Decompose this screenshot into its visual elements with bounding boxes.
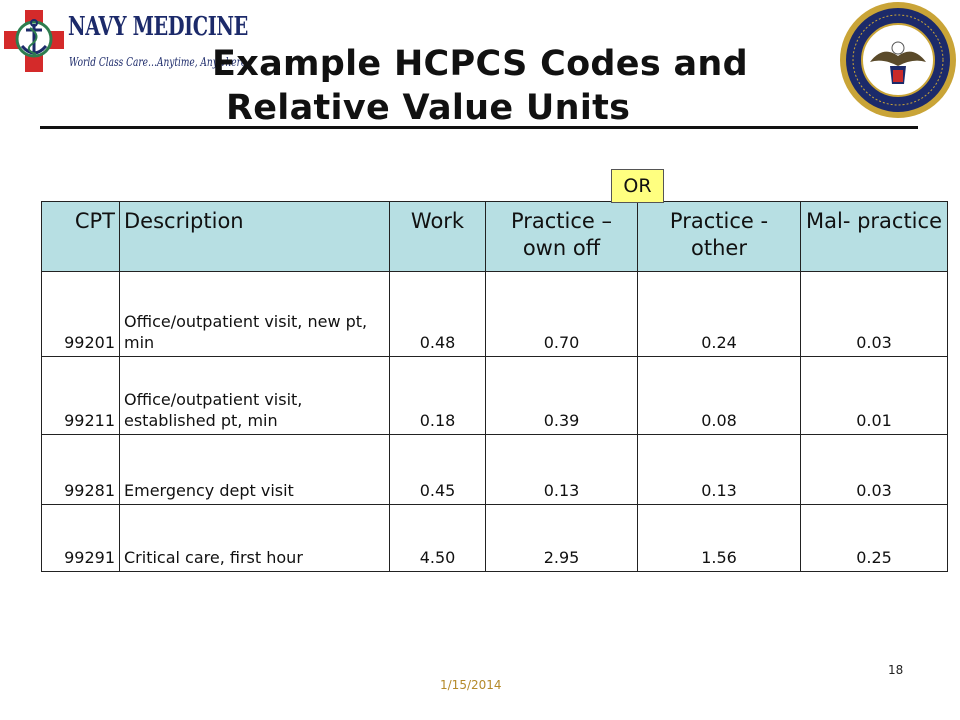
cell-cpt: 99211 <box>42 357 120 435</box>
navy-medicine-logo <box>2 6 248 76</box>
table-row <box>42 357 948 435</box>
logo-tagline: World Class Care…Anytime, Anywhere <box>69 55 247 69</box>
cell-practice-own: 0.39 <box>486 357 638 435</box>
rvu-table <box>41 201 948 572</box>
title-underline <box>40 126 918 129</box>
cell-work: 0.45 <box>390 435 486 505</box>
cell-practice-other: 0.08 <box>638 357 801 435</box>
cell-work: 4.50 <box>390 505 486 572</box>
or-callout-badge: OR <box>611 169 664 203</box>
anchor-cross-icon <box>2 6 68 76</box>
col-header-description: Description <box>120 202 390 272</box>
cell-description: Office/outpatient visit, new pt, min <box>120 272 390 357</box>
slide-title-line-1: Example HCPCS Codes and <box>212 44 748 84</box>
col-header-work: Work <box>390 202 486 272</box>
cell-cpt: 99201 <box>42 272 120 357</box>
cell-practice-own: 0.70 <box>486 272 638 357</box>
footer-date: 1/15/2014 <box>440 678 502 692</box>
logo-name: NAVY MEDICINE <box>68 12 248 42</box>
col-header-practice-other: Practice - other <box>638 202 801 272</box>
col-header-malpractice: Mal- practice <box>801 202 948 272</box>
cell-work: 0.48 <box>390 272 486 357</box>
table-row <box>42 435 948 505</box>
cell-cpt: 99291 <box>42 505 120 572</box>
slide-title-line-2: Relative Value Units <box>226 88 631 128</box>
cell-malpractice: 0.03 <box>801 435 948 505</box>
cell-practice-other: 0.24 <box>638 272 801 357</box>
cell-description: Office/outpatient visit, established pt, min <box>120 357 390 435</box>
cell-practice-other: 1.56 <box>638 505 801 572</box>
cell-practice-other: 0.13 <box>638 435 801 505</box>
table-header-row <box>42 202 948 272</box>
slide-number: 18 <box>888 663 904 677</box>
cell-work: 0.18 <box>390 357 486 435</box>
cell-description: Critical care, first hour <box>120 505 390 572</box>
cell-malpractice: 0.03 <box>801 272 948 357</box>
cell-practice-own: 0.13 <box>486 435 638 505</box>
cell-cpt: 99281 <box>42 435 120 505</box>
cell-malpractice: 0.25 <box>801 505 948 572</box>
cell-practice-own: 2.95 <box>486 505 638 572</box>
table-row <box>42 272 948 357</box>
table-row <box>42 505 948 572</box>
col-header-practice-own: Practice – own off <box>486 202 638 272</box>
cell-description: Emergency dept visit <box>120 435 390 505</box>
col-header-cpt: CPT <box>42 202 120 272</box>
cell-malpractice: 0.01 <box>801 357 948 435</box>
